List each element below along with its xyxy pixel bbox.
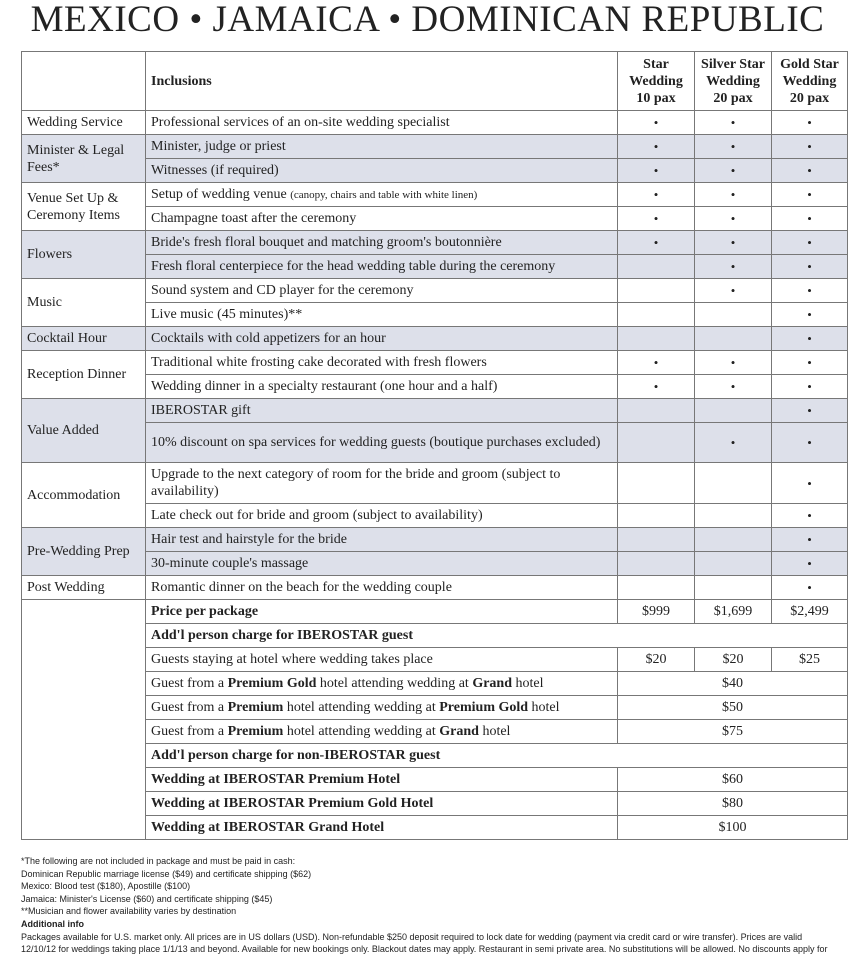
- empty-cell: [618, 279, 695, 303]
- table-row: [22, 279, 848, 303]
- empty-cell: [618, 423, 695, 463]
- guest-transfer-label: [146, 672, 618, 696]
- empty-cell: [618, 528, 695, 552]
- item-witnesses: Witnesses (if required): [146, 159, 618, 183]
- bullet-mark: •: [772, 351, 848, 375]
- table-row: [22, 327, 848, 351]
- guests-hotel-price-silver: $20: [695, 648, 772, 672]
- bullet-mark: •: [618, 375, 695, 399]
- table-row: [22, 816, 848, 840]
- table-row: [22, 423, 848, 463]
- category-venue-setup: Venue Set Up & Ceremony Items: [22, 183, 146, 231]
- category-music: Music: [22, 279, 146, 327]
- price-star: $999: [618, 600, 695, 624]
- category-post-wedding: Post Wedding: [22, 576, 146, 600]
- bullet-mark: •: [772, 463, 848, 504]
- non-guest-label: Wedding at IBEROSTAR Premium Hotel: [146, 768, 618, 792]
- text-part: hotel: [512, 676, 544, 691]
- bullet-mark: •: [772, 423, 848, 463]
- category-value-added: Value Added: [22, 399, 146, 463]
- bullet-mark: •: [772, 279, 848, 303]
- item-centerpiece: Fresh floral centerpiece for the head wedding table during the ceremony: [146, 255, 618, 279]
- footnote-line: **Musician and flower availability varies by destination: [21, 906, 237, 917]
- bullet-mark: •: [772, 135, 848, 159]
- table-row: [22, 183, 848, 207]
- bullet-mark: •: [772, 552, 848, 576]
- text-part: hotel attending wedding at: [316, 676, 473, 691]
- bullet-mark: •: [772, 255, 848, 279]
- item-setup-note: (canopy, chairs and table with white linen): [290, 188, 478, 201]
- bullet-mark: •: [695, 351, 772, 375]
- table-row: [22, 159, 848, 183]
- column-header-star: [618, 52, 695, 111]
- item-specialist: Professional services of an on-site wedding specialist: [146, 111, 618, 135]
- item-massage: 30-minute couple's massage: [146, 552, 618, 576]
- guests-hotel-label: Guests staying at hotel where wedding takes place: [146, 648, 618, 672]
- table-row: [22, 696, 848, 720]
- text-part: hotel attending wedding at: [283, 724, 440, 739]
- bullet-mark: •: [695, 207, 772, 231]
- table-row: [22, 672, 848, 696]
- bullet-mark: •: [772, 207, 848, 231]
- destination-hotel: Premium Gold: [439, 700, 529, 715]
- column-header-star-line2: Wedding: [629, 73, 683, 89]
- bullet-mark: •: [772, 303, 848, 327]
- non-iberostar-guest-header: Add'l person charge for non-IBEROSTAR guest: [146, 744, 848, 768]
- item-late-checkout: Late check out for bride and groom (subject to availability): [146, 504, 618, 528]
- table-row: [22, 504, 848, 528]
- table-row: [22, 463, 848, 504]
- empty-cell: [695, 552, 772, 576]
- page-title: MEXICO • JAMAICA • DOMINICAN REPUBLIC: [30, 0, 825, 40]
- bullet-mark: •: [695, 111, 772, 135]
- table-row: [22, 768, 848, 792]
- empty-cell: [618, 255, 695, 279]
- destination-hotel: Grand: [439, 724, 479, 739]
- text-part: Guest from a: [151, 700, 228, 715]
- item-dinner: Wedding dinner in a specialty restaurant (one hour and a half): [146, 375, 618, 399]
- footnote-line: Jamaica: Minister's License ($60) and certificate shipping ($45): [21, 893, 273, 904]
- non-iberostar-header-row: [22, 744, 848, 768]
- bullet-mark: •: [618, 351, 695, 375]
- table-row: [22, 720, 848, 744]
- empty-cell: [695, 463, 772, 504]
- footnote-line: Mexico: Blood test ($180), Apostille ($100): [21, 881, 191, 892]
- empty-cell: [695, 303, 772, 327]
- bullet-mark: •: [695, 423, 772, 463]
- footnote-line: *The following are not included in package and must be paid in cash:: [21, 856, 296, 866]
- category-minister-legal-fees: Minister & Legal Fees*: [22, 135, 146, 183]
- text-part: hotel: [528, 700, 560, 715]
- footnotes: [21, 855, 851, 956]
- category-flowers: Flowers: [22, 231, 146, 279]
- item-beach-dinner: Romantic dinner on the beach for the wedding couple: [146, 576, 618, 600]
- text-part: hotel: [478, 724, 511, 739]
- bullet-mark: •: [695, 231, 772, 255]
- text-part: Guest from a: [151, 724, 228, 739]
- bullet-mark: •: [772, 183, 848, 207]
- inclusions-header: Inclusions: [146, 52, 618, 111]
- table-row: [22, 528, 848, 552]
- origin-hotel: Premium Gold: [227, 676, 317, 691]
- table-header-row: [22, 52, 848, 111]
- bullet-mark: •: [618, 135, 695, 159]
- pricing-blank-cell: [22, 600, 146, 840]
- additional-info-heading: Additional info: [21, 918, 84, 929]
- bullet-mark: •: [772, 159, 848, 183]
- column-header-star-line1: Star: [643, 56, 669, 72]
- table-row: [22, 303, 848, 327]
- item-hair: Hair test and hairstyle for the bride: [146, 528, 618, 552]
- column-header-star-line3: 10 pax: [636, 90, 676, 106]
- column-header-silver-line3: 20 pax: [713, 90, 753, 106]
- bullet-mark: •: [772, 111, 848, 135]
- table-row: [22, 648, 848, 672]
- empty-cell: [618, 399, 695, 423]
- bullet-mark: •: [618, 183, 695, 207]
- header-blank-cell: [22, 52, 146, 111]
- table-row: [22, 375, 848, 399]
- item-upgrade: Upgrade to the next category of room for the bride and groom (subject to availability): [146, 463, 618, 504]
- origin-hotel: Premium: [227, 700, 284, 715]
- non-guest-price: $80: [618, 792, 848, 816]
- empty-cell: [618, 552, 695, 576]
- table-row: [22, 255, 848, 279]
- item-sound: Sound system and CD player for the ceremony: [146, 279, 618, 303]
- non-guest-label: Wedding at IBEROSTAR Premium Gold Hotel: [146, 792, 618, 816]
- item-setup-label: Setup of wedding venue: [151, 186, 287, 202]
- item-cocktails: Cocktails with cold appetizers for an hour: [146, 327, 618, 351]
- bullet-mark: •: [772, 231, 848, 255]
- bullet-mark: •: [695, 183, 772, 207]
- item-live-music: Live music (45 minutes)**: [146, 303, 618, 327]
- guest-transfer-label: [146, 696, 618, 720]
- bullet-mark: •: [618, 231, 695, 255]
- item-bouquet: Bride's fresh floral bouquet and matching groom's boutonnière: [146, 231, 618, 255]
- category-cocktail-hour: Cocktail Hour: [22, 327, 146, 351]
- bullet-mark: •: [772, 375, 848, 399]
- empty-cell: [695, 504, 772, 528]
- text-part: hotel attending wedding at: [283, 700, 440, 715]
- origin-hotel: Premium: [227, 724, 284, 739]
- price-gold-star: $2,499: [772, 600, 848, 624]
- column-header-silver-line1: Silver Star: [701, 56, 765, 72]
- guest-transfer-label: [146, 720, 618, 744]
- wedding-packages-table: [21, 51, 848, 840]
- price-row: [22, 600, 848, 624]
- column-header-gold-line2: Wedding: [782, 73, 837, 89]
- bullet-mark: •: [772, 327, 848, 351]
- footnote-line: Packages available for U.S. market only. All prices are in US dollars (USD). Non-refundable $250 deposit required to lock date for wedding (payment via credit card or wire transfer). Prices are valid: [21, 931, 803, 942]
- table-row: [22, 135, 848, 159]
- price-label: Price per package: [146, 600, 618, 624]
- category-wedding-service: Wedding Service: [22, 111, 146, 135]
- category-accommodation: Accommodation: [22, 463, 146, 528]
- bullet-mark: •: [618, 111, 695, 135]
- category-pre-wedding-prep: Pre-Wedding Prep: [22, 528, 146, 576]
- bullet-mark: •: [772, 528, 848, 552]
- text-part: Guest from a: [151, 676, 228, 691]
- table-row: [22, 111, 848, 135]
- table-row: [22, 552, 848, 576]
- price-silver-star: $1,699: [695, 600, 772, 624]
- category-reception-dinner: Reception Dinner: [22, 351, 146, 399]
- table-row: [22, 399, 848, 423]
- table-row: [22, 792, 848, 816]
- empty-cell: [695, 528, 772, 552]
- guest-transfer-price: $40: [618, 672, 848, 696]
- empty-cell: [695, 399, 772, 423]
- bullet-mark: •: [618, 159, 695, 183]
- item-gift: IBEROSTAR gift: [146, 399, 618, 423]
- iberostar-guest-header: Add'l person charge for IBEROSTAR guest: [146, 624, 848, 648]
- bullet-mark: •: [695, 159, 772, 183]
- bullet-mark: •: [695, 375, 772, 399]
- empty-cell: [618, 463, 695, 504]
- bullet-mark: •: [695, 279, 772, 303]
- guest-transfer-price: $75: [618, 720, 848, 744]
- column-header-gold-line3: 20 pax: [789, 90, 830, 106]
- footnote-line: 12/10/12 for weddings taking place 1/1/13 and beyond. Available for new bookings only. Blackout dates may apply. Restaurant in semi private area. No substitutions will be allowed. No discounts apply for: [21, 944, 828, 955]
- iberostar-header-row: [22, 624, 848, 648]
- empty-cell: [618, 576, 695, 600]
- destination-hotel: Grand: [472, 676, 512, 691]
- empty-cell: [618, 303, 695, 327]
- guests-hotel-price-gold: $25: [772, 648, 848, 672]
- non-guest-label: Wedding at IBEROSTAR Grand Hotel: [146, 816, 618, 840]
- non-guest-price: $100: [618, 816, 848, 840]
- column-header-silver-line2: Wedding: [706, 73, 760, 89]
- bullet-mark: •: [618, 207, 695, 231]
- bullet-mark: •: [772, 576, 848, 600]
- table-row: [22, 576, 848, 600]
- guests-hotel-price-star: $20: [618, 648, 695, 672]
- empty-cell: [695, 327, 772, 351]
- item-spa: 10% discount on spa services for wedding guests (boutique purchases excluded): [146, 423, 618, 463]
- footnote-line: Dominican Republic marriage license ($49) and certificate shipping ($62): [21, 868, 312, 879]
- column-header-silver-star: [695, 52, 772, 111]
- bullet-mark: •: [695, 255, 772, 279]
- item-champagne: Champagne toast after the ceremony: [146, 207, 618, 231]
- item-cake: Traditional white frosting cake decorated with fresh flowers: [146, 351, 618, 375]
- column-header-gold-star: [772, 52, 848, 111]
- bullet-mark: •: [695, 135, 772, 159]
- empty-cell: [618, 327, 695, 351]
- item-setup: [146, 183, 618, 207]
- empty-cell: [618, 504, 695, 528]
- table-row: [22, 231, 848, 255]
- table-row: [22, 351, 848, 375]
- empty-cell: [695, 576, 772, 600]
- column-header-gold-line1: Gold Star: [780, 56, 839, 72]
- bullet-mark: •: [772, 504, 848, 528]
- table-row: [22, 207, 848, 231]
- bullet-mark: •: [772, 399, 848, 423]
- non-guest-price: $60: [618, 768, 848, 792]
- guest-transfer-price: $50: [618, 696, 848, 720]
- item-minister: Minister, judge or priest: [146, 135, 618, 159]
